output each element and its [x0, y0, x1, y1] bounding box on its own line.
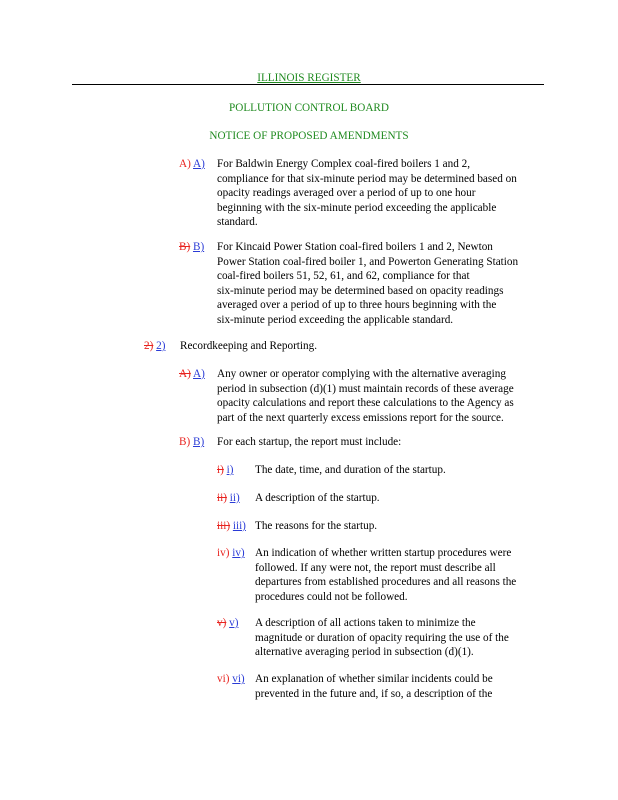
item-vi-marker: vi) vi)	[217, 673, 245, 685]
item-ii-marker: ii) ii)	[217, 492, 240, 504]
item-b1-text: For Kincaid Power Station coal-fired boilers 1 and 2, Newton Power Station coal-fired boiler 1, and Powerton Generating Station coal-fired boilers 51, 52, 61, and 62, compliance for that six-minute period may be determined based on opacity readings averaged over a period of up to three hours beginning with the six-minute period exceeding the applicable standard.	[217, 241, 519, 326]
item-iii-marker: iii) iii)	[217, 520, 246, 532]
board-title: POLLUTION CONTROL BOARD	[229, 102, 389, 114]
item-b2-marker: B) B)	[179, 436, 205, 448]
item-iii-text: The reasons for the startup.	[255, 520, 378, 532]
item-iv-text: An indication of whether written startup procedures were followed. If any were not, the report must describe all departures from established procedures and all reasons the procedures could not be followed.	[255, 547, 517, 603]
register-title: ILLINOIS REGISTER	[257, 72, 361, 84]
item-2-marker: 2) 2)	[144, 340, 166, 352]
item-a1-text: For Baldwin Energy Complex coal-fired boilers 1 and 2, compliance for that six-minute period may be determined based on opacity readings averaged over a period of up to one hour beginning with the six-minute period exceeding the applicable standard.	[217, 158, 517, 229]
header-rule	[72, 84, 544, 85]
item-iv-marker: iv) iv)	[217, 547, 245, 559]
item-i-text: The date, time, and duration of the startup.	[255, 464, 446, 476]
item-i-marker: i) i)	[217, 464, 234, 476]
item-v-text: A description of all actions taken to minimize the magnitude or duration of opacity requiring the use of the alternative averaging period in subsection (d)(1).	[255, 617, 509, 659]
notice-title: NOTICE OF PROPOSED AMENDMENTS	[209, 130, 409, 142]
item-ii-text: A description of the startup.	[255, 492, 380, 504]
item-b2-text: For each startup, the report must include:	[217, 436, 402, 448]
item-2-text: Recordkeeping and Reporting.	[180, 340, 318, 352]
item-vi-text: An explanation of whether similar incidents could be prevented in the future and, if so, a description of the	[255, 673, 493, 700]
item-v-marker: v) v)	[217, 617, 239, 629]
item-a2-marker: A) A)	[179, 368, 205, 380]
item-a2-text: Any owner or operator complying with the alternative averaging period in subsection (d)(1) must maintain records of these average opacity calculations and report these calculations to the Agency as part of the next quarterly excess emissions report for the source.	[217, 368, 514, 424]
item-a1-marker: A) A)	[179, 158, 205, 170]
item-b1-marker: B) B)	[179, 241, 205, 253]
